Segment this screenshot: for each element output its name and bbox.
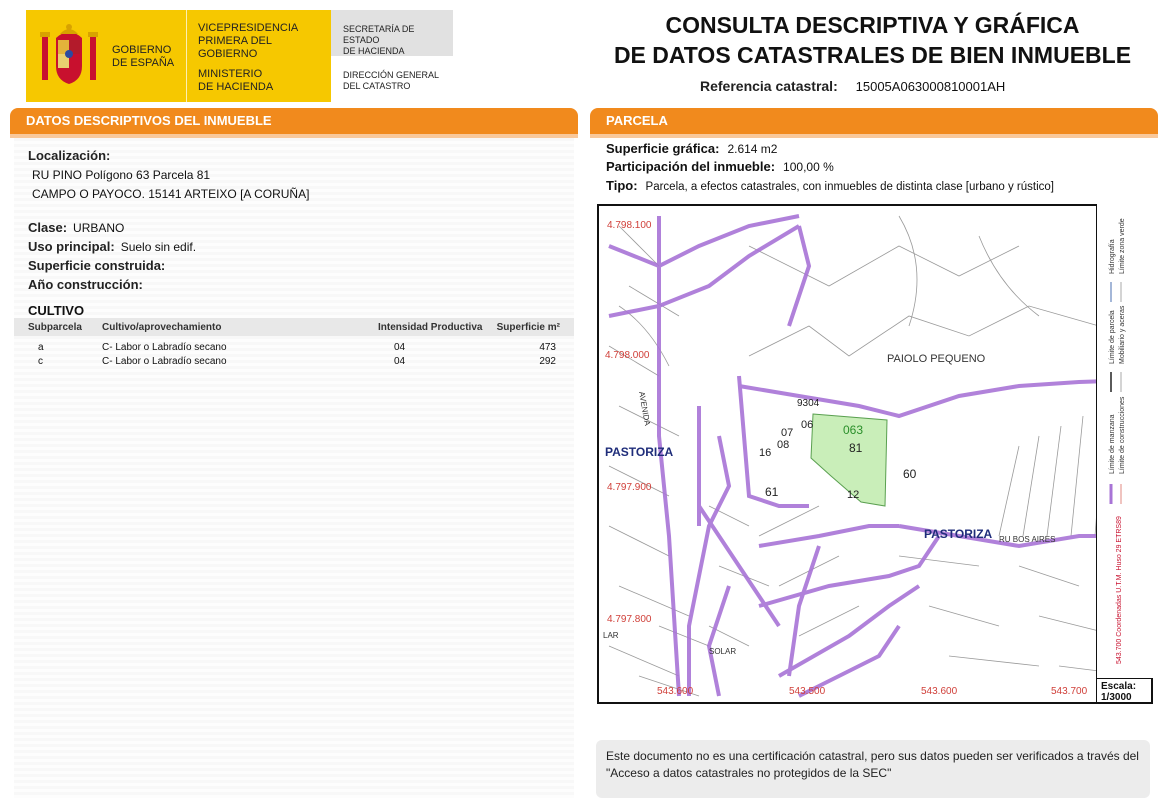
- parcela-header: PARCELA: [590, 108, 1158, 134]
- referencia-catastral: [700, 78, 1005, 94]
- col-subparcela: Subparcela: [28, 322, 82, 333]
- clase-row: [28, 220, 124, 235]
- parcel-label: 16: [759, 447, 772, 459]
- coord-label: 543.700: [1051, 686, 1088, 697]
- superficie-grafica-value: 2.614 m2: [727, 142, 778, 156]
- coord-label: 4.797.800: [607, 614, 652, 625]
- referencia-label: Referencia catastral:: [700, 78, 838, 94]
- cell-superficie: 292: [539, 356, 556, 367]
- superficie-construida-label: Superficie construida:: [28, 258, 166, 273]
- referencia-value: 15005A063000810001AH: [855, 79, 1006, 94]
- cell-superficie: 473: [539, 342, 556, 353]
- table-row: [14, 352, 574, 366]
- parcel-label: 61: [765, 485, 779, 499]
- localizacion-line1: RU PINO Polígono 63 Parcela 81: [32, 168, 211, 182]
- localizacion-line2: CAMPO O PAYOCO. 15141 ARTEIXO [A CORUÑA]: [32, 187, 310, 201]
- parcel-label: 60: [903, 467, 917, 481]
- map-label: LAR: [603, 631, 619, 640]
- parcel-label: 08: [777, 439, 790, 451]
- coord-label: 543.600: [657, 686, 694, 697]
- legend-item: Hidrografía: [1109, 239, 1116, 274]
- table-row: [14, 338, 574, 352]
- ano-construccion-row: [28, 277, 149, 292]
- gobierno-label: GOBIERNO DE ESPAÑA: [112, 44, 175, 69]
- cultivo-title: CULTIVO: [28, 303, 85, 318]
- parcel-label: 06: [801, 419, 814, 431]
- cadastral-map[interactable]: [597, 204, 1153, 704]
- parcel-label: 81: [849, 441, 863, 455]
- polygon-label: 063: [843, 423, 864, 437]
- parcel-label: 07: [781, 427, 794, 439]
- legend-drawing: [1097, 204, 1153, 678]
- cultivo-table-header: [14, 318, 574, 336]
- cell-cultivo: C- Labor o Labradío secano: [102, 342, 227, 353]
- document-title: CONSULTA DESCRIPTIVA Y GRÁFICA DE DATOS CATASTRALES DE BIEN INMUEBLE: [613, 12, 1132, 68]
- cell-intensidad: 04: [394, 356, 406, 367]
- place-pastoriza-left: PASTORIZA: [605, 445, 674, 459]
- tipo-value: Parcela, a efectos catastrales, con inmuebles de distinta clase [urbano y rústico]: [645, 181, 1054, 193]
- street-label: AVENIDA: [637, 390, 652, 427]
- ministerio-label: MINISTERIO DE HACIENDA: [198, 68, 274, 93]
- scale-label: Escala:: [1101, 681, 1137, 692]
- cell-subparcela: c: [38, 356, 43, 367]
- legend-item: Límite zona verde: [1119, 218, 1126, 274]
- legend-item: Límite de parcela: [1109, 310, 1116, 364]
- superficie-construida-row: [28, 258, 171, 273]
- datos-descriptivos-header: DATOS DESCRIPTIVOS DEL INMUEBLE: [10, 108, 578, 134]
- legend-item: Límite de manzana: [1109, 414, 1116, 474]
- col-superficie: Superficie m²: [496, 322, 560, 333]
- parcel-label: 9304: [797, 398, 820, 409]
- scale-value: 1/3000: [1101, 692, 1132, 703]
- parcel-label: 12: [847, 489, 860, 501]
- place-pastoriza-right: PASTORIZA: [924, 527, 993, 541]
- participacion-value: 100,00 %: [783, 160, 834, 174]
- map-legend: [1096, 204, 1153, 678]
- place-paiolo: PAIOLO PEQUENO: [887, 353, 986, 365]
- coord-label: 543.600: [921, 686, 958, 697]
- legend-item: Mobiliario y aceras: [1119, 305, 1126, 364]
- tipo-label: Tipo:: [606, 178, 638, 193]
- uso-row: [28, 239, 196, 254]
- uso-label: Uso principal:: [28, 239, 115, 254]
- coord-label: 4.798.000: [605, 350, 650, 361]
- ano-construccion-label: Año construcción:: [28, 277, 143, 292]
- col-cultivo: Cultivo/aprovechamiento: [102, 322, 222, 333]
- government-logo-band: [26, 10, 331, 102]
- participacion-row: [606, 158, 834, 176]
- map-drawing: [599, 206, 1151, 702]
- secretaria-label: SECRETARÍA DE ESTADO DE HACIENDA: [343, 24, 415, 56]
- clase-label: Clase:: [28, 220, 68, 235]
- col-intensidad: Intensidad Productiva: [378, 322, 483, 333]
- participacion-label: Participación del inmueble:: [606, 159, 776, 174]
- coord-label: 4.797.900: [607, 482, 652, 493]
- map-label: SOLAR: [709, 647, 737, 656]
- disclaimer-note: Este documento no es una certificación catastral, pero sus datos pueden ser verificados a través del "Acceso a datos catastrales no protegidos de la SEC": [596, 740, 1150, 798]
- localizacion-label: Localización:: [28, 148, 111, 163]
- coord-label: 4.798.100: [607, 220, 652, 231]
- uso-value: Suelo sin edif.: [120, 240, 197, 254]
- vicepresidencia-label: VICEPRESIDENCIA PRIMERA DEL GOBIERNO: [198, 22, 299, 60]
- datos-descriptivos-panel: [14, 138, 574, 798]
- legend-item: Límite de construcciones: [1119, 396, 1126, 474]
- cell-cultivo: C- Labor o Labradío secano: [102, 356, 227, 367]
- cell-intensidad: 04: [394, 342, 406, 353]
- map-scale: [1096, 678, 1153, 704]
- direccion-general-label: DIRECCIÓN GENERAL DEL CATASTRO: [343, 70, 440, 91]
- cell-subparcela: a: [38, 342, 44, 353]
- legend-coordinates: 543.700 Coordenadas U.T.M. Huso 29 ETRS89: [1116, 516, 1123, 664]
- header-divider: [186, 10, 187, 102]
- coat-of-arms-icon: [38, 22, 100, 90]
- coord-label: 543.500: [789, 686, 826, 697]
- tipo-row: [606, 177, 1054, 195]
- secretaria-band: [331, 10, 453, 56]
- superficie-grafica-row: [606, 140, 777, 158]
- superficie-grafica-label: Superficie gráfica:: [606, 141, 720, 156]
- street-label: RU BOS AIRES: [999, 535, 1056, 544]
- clase-value: URBANO: [73, 221, 125, 235]
